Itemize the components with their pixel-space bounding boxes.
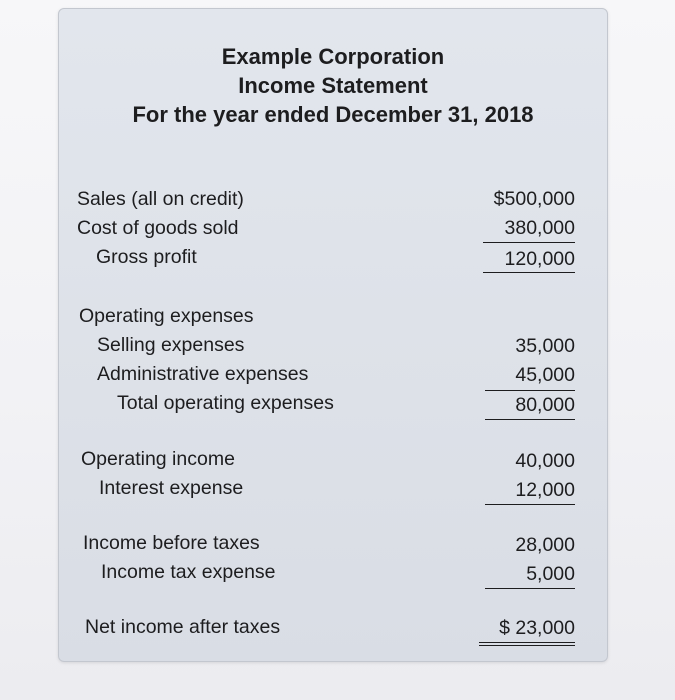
cogs-label: Cost of goods sold [77,217,239,239]
statement-title: Income Statement [238,73,428,98]
income-tax-underline [485,588,575,589]
selling-expenses-label: Selling expenses [97,334,245,356]
administrative-expenses-label: Administrative expenses [97,363,309,385]
selling-expenses-amount: 35,000 [515,335,575,357]
interest-underline [485,504,575,505]
income-before-taxes-label: Income before taxes [83,532,260,554]
operating-expenses-label: Operating expenses [79,305,254,327]
cogs-underline [483,242,575,243]
operating-income-amount: 40,000 [515,450,575,472]
total-operating-underline [485,419,575,420]
income-before-taxes-amount: 28,000 [515,534,575,556]
statement-period: For the year ended December 31, 2018 [132,102,534,127]
interest-expense-amount: 12,000 [515,479,575,501]
operating-income-label: Operating income [81,448,235,470]
gross-profit-amount: 120,000 [504,248,575,270]
interest-expense-label: Interest expense [99,477,244,499]
sales-label: Sales (all on credit) [77,188,244,210]
total-operating-expenses-label: Total operating expenses [117,392,334,414]
income-tax-expense-label: Income tax expense [101,561,276,583]
income-statement-card [58,8,608,662]
cogs-amount: 380,000 [504,217,575,239]
net-income-amount: $ 23,000 [499,617,575,639]
total-operating-expenses-amount: 80,000 [515,394,575,416]
sales-amount: $500,000 [493,188,575,210]
income-tax-expense-amount: 5,000 [526,563,575,585]
company-name: Example Corporation [221,44,445,69]
administrative-expenses-amount: 45,000 [515,364,575,386]
gross-profit-underline [483,272,575,273]
net-income-double-underline [479,642,575,646]
gross-profit-label: Gross profit [96,246,197,268]
net-income-label: Net income after taxes [85,616,281,638]
